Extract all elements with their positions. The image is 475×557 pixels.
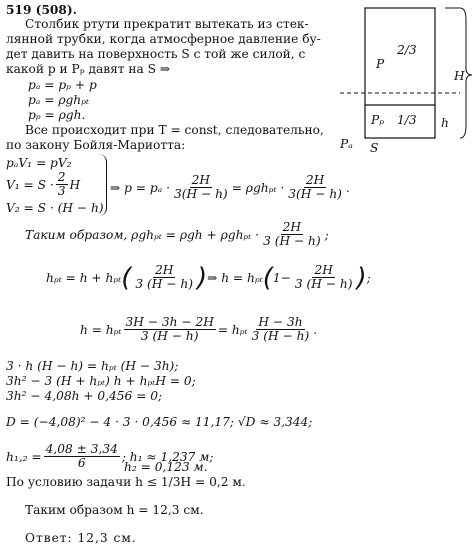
figure-label-Pp: Pₚ (371, 113, 385, 127)
const-line-2: по закону Бойля-Мариотта: (6, 138, 186, 152)
figure-label-one-third: 1/3 (397, 113, 417, 127)
system-result-mid: = ρghₚₜ · (231, 180, 285, 195)
figure-label-Pa: Pₐ (340, 137, 353, 151)
equation-pa: pₐ = pₚ + p (28, 78, 97, 92)
discriminant-line: D = (−4,08)² − 4 · 3 · 0,456 ≈ 11,17; √D ≈ 3,344; (6, 415, 313, 429)
const-line-1: Все происходит при T = const, следовательно, (25, 123, 324, 137)
equation-pp: pₚ = ρgh. (28, 108, 86, 122)
result-fraction-2-den: 3(H − h) (288, 187, 342, 201)
tube-diagram (335, 0, 475, 185)
answer-line: Ответ: 12,3 см. (25, 531, 137, 545)
hpt-fraction-2-num: 2H (314, 263, 333, 277)
thus-final-line: Таким образом h = 12,3 см. (25, 503, 204, 517)
result-fraction-2-num: 2H (305, 173, 325, 187)
h-eq: = hₚₜ (217, 322, 248, 337)
h-period: . (313, 322, 318, 337)
h-fraction-1-num: 3H − 3h − 2H (125, 315, 214, 329)
left-paren-2: ( (262, 262, 273, 293)
intro-line-4: какой p и Pₚ давят на S ⇒ (6, 62, 171, 76)
thus-equation (25, 221, 329, 248)
left-paren-1: ( (121, 262, 132, 293)
figure-label-two-thirds: 2/3 (397, 43, 417, 57)
roots-h2: h₂ = 0,123 м. (124, 460, 208, 474)
problem-number: 519 (508). (6, 3, 77, 17)
hpt-fraction-1 (133, 264, 195, 291)
hpt-head: hₚₜ = h + hₚₜ (46, 270, 122, 285)
quad-line-3: 3h² − 4,08h + 0,456 = 0; (6, 389, 163, 403)
quad-line-2: 3h² − 3 (H + hₚₜ) h + hₚₜH = 0; (6, 374, 196, 388)
system-fraction (56, 171, 68, 198)
equation-pa-rho: pₐ = ρghₚₜ (28, 93, 90, 107)
thus-equation-head: Таким образом, ρghₚₜ = ρgh + ρghₚₜ · (25, 227, 260, 242)
hpt-fraction-2-den: 3 (H − h) (294, 277, 353, 291)
h-fraction-1-den: 3 (H − h) (140, 329, 199, 343)
system-fraction-den: 3 (57, 184, 66, 198)
roots-fraction-num: 4,08 ± 3,34 (45, 442, 118, 456)
roots-h1: ; h₁ ≈ 1,237 м; (121, 449, 214, 464)
roots-head: h₁,₂ = (6, 449, 42, 464)
thus-semicolon: ; (324, 227, 329, 242)
intro-line-1: Столбик ртути прекратит вытекать из стек- (25, 17, 309, 31)
roots-fraction (44, 443, 120, 470)
system-fraction-num: 2 (57, 170, 66, 184)
one-minus: 1− (272, 270, 291, 285)
condition-line: По условию задачи h ≤ 1/3H = 0,2 м. (6, 475, 246, 489)
figure-label-h: h (441, 116, 449, 130)
system-line-2-head: V₁ = S · (6, 177, 54, 192)
system-fraction-tail: H (69, 177, 81, 192)
thus-fraction-num: 2H (282, 220, 302, 234)
hpt-equation (46, 264, 371, 291)
system-line-2 (6, 171, 80, 198)
h-head: h = hₚₜ (80, 322, 122, 337)
quad-line-1: 3 · h (H − h) = hₚₜ (H − 3h); (6, 359, 179, 373)
h-fraction-2 (250, 316, 312, 343)
roots-fraction-den: 6 (77, 456, 86, 470)
system-result-period: . (345, 180, 350, 195)
figure-label-H: H (454, 69, 465, 83)
hpt-fraction-2 (293, 264, 355, 291)
result-fraction-1 (172, 174, 230, 201)
hpt-semicolon: ; (366, 270, 371, 285)
h-fraction-2-den: 3 (H − h) (251, 329, 310, 343)
system-result-head: ⇒ p = pₐ · (110, 180, 170, 195)
hpt-arrow: ⇒ h = hₚₜ (207, 270, 263, 285)
result-fraction-2 (286, 174, 344, 201)
intro-line-2: лянной трубки, когда атмосферное давление бу- (6, 32, 321, 46)
result-fraction-1-num: 2H (191, 173, 211, 187)
hpt-fraction-1-den: 3 (H − h) (135, 277, 193, 291)
system-result (110, 174, 350, 201)
system-line-3: V₂ = S · (H − h) (6, 201, 104, 215)
figure-label-S: S (370, 141, 379, 155)
h-fraction-1 (124, 316, 216, 343)
result-fraction-1-den: 3(H − h) (173, 187, 228, 201)
right-paren-2: ) (356, 262, 367, 293)
system-line-1: pₐV₁ = pV₂ (6, 156, 72, 170)
h-equation (80, 316, 317, 343)
thus-fraction (261, 221, 323, 248)
intro-line-3: дет давить на поверхность S с той же силой, с (6, 47, 306, 61)
figure-label-P: P (376, 57, 385, 71)
thus-fraction-den: 3 (H − h) (263, 234, 321, 248)
hpt-fraction-1-num: 2H (154, 263, 174, 277)
right-paren-1: ) (196, 262, 208, 293)
h-fraction-2-num: H − 3h (258, 315, 303, 329)
